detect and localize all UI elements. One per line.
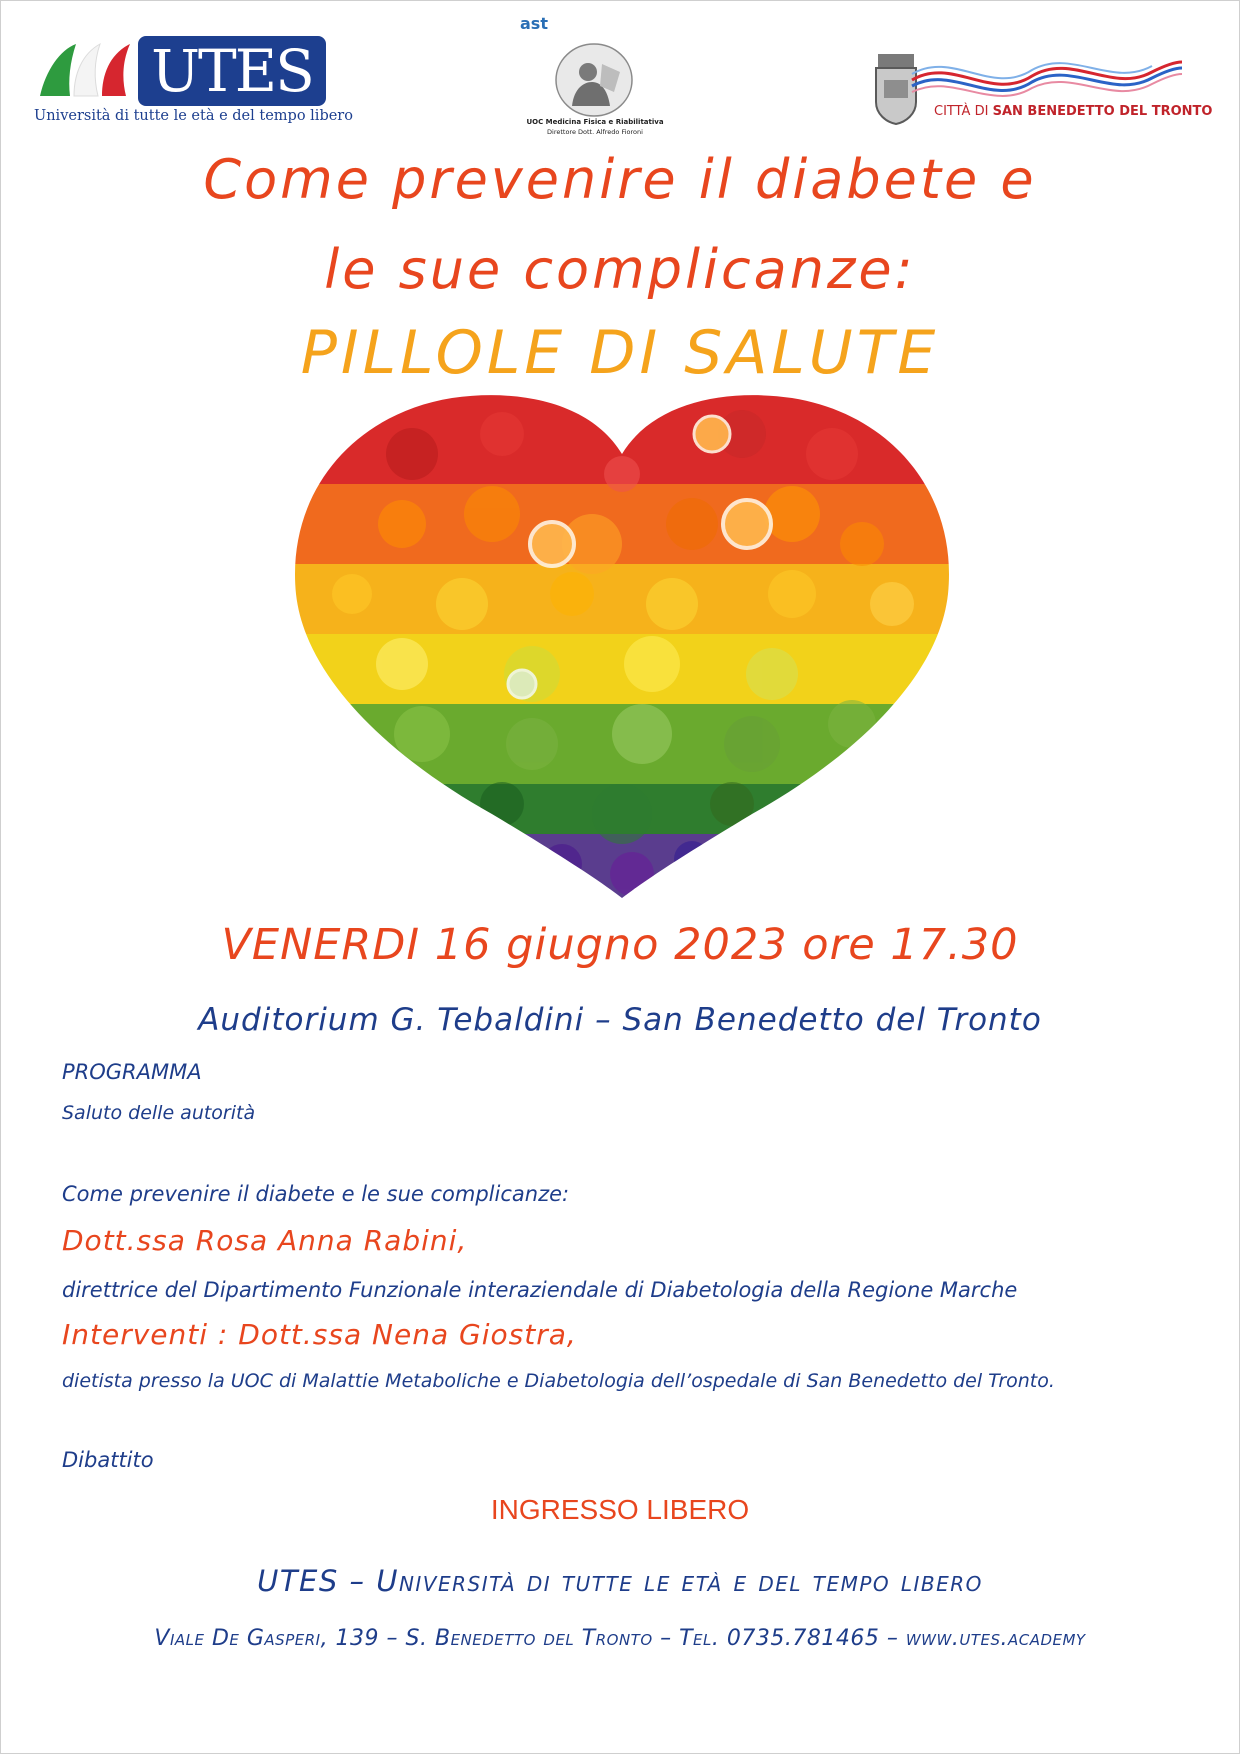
ast-caption-department: UOC Medicina Fisica e Riabilitativa [526,118,664,126]
speaker-2-role: dietista presso la UOC di Malattie Metaboliche e Diabetologia dell’ospedale di San Benedetto del Tronto. [62,1370,1055,1392]
utes-logo-text: UTES [138,36,326,106]
title-line-2: le sue complicanze: [324,238,916,301]
footer-address: Viale De Gasperi, 139 – S. Benedetto del Tronto – Tel. 0735.781465 – www.utes.academy [154,1626,1086,1651]
event-venue: Auditorium G. Tebaldini – San Benedetto del Tronto [198,1002,1042,1038]
speaker-1-name: Dott.ssa Rosa Anna Rabini, [62,1224,468,1257]
ast-portrait-icon [554,42,634,118]
speaker-1-role: direttrice del Dipartimento Funzionale interaziendale di Diabetologia della Regione Marche [62,1278,1018,1302]
city-name: SAN BENEDETTO DEL TRONTO [992,104,1213,119]
italian-flag-icon [36,40,132,100]
speaker-2-name: Interventi : Dott.ssa Nena Giostra, [62,1318,577,1351]
footer-organization: UTES – Università di tutte le età e del tempo libero [257,1564,983,1598]
programme-greeting: Saluto delle autorità [62,1102,256,1124]
event-date-time: VENERDI 16 giugno 2023 ore 17.30 [221,920,1019,970]
city-logo [872,50,1213,128]
title-line-1: Come prevenire il diabete e [203,148,1037,211]
programme-closing: Dibattito [62,1448,154,1472]
ast-logo [520,14,670,136]
city-label [934,104,1212,119]
ast-mark: ast [520,14,548,33]
free-entry-notice: INGRESSO LIBERO [490,1494,750,1525]
programme-heading: PROGRAMMA [62,1060,202,1084]
utes-logo [34,36,353,128]
programme-topic: Come prevenire il diabete e le sue complicanze: [62,1182,570,1206]
city-prefix: CITTÀ DI [934,104,989,119]
fruit-vegetable-heart-image [292,394,952,900]
title-line-3: PILLOLE DI SALUTE [300,318,940,388]
ast-caption-director: Direttore Dott. Alfredo Fioroni [547,128,643,136]
utes-logo-subtitle: Università di tutte le età e del tempo libero [34,108,353,124]
